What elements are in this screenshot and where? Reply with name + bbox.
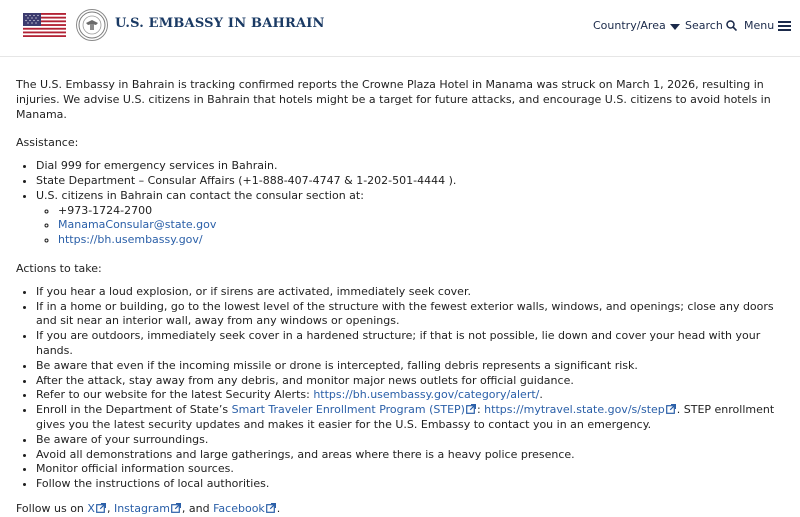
- hamburger-menu-icon: [778, 19, 791, 32]
- consular-email-item: [58, 218, 786, 233]
- us-flag-icon: [23, 13, 66, 37]
- step-url-link[interactable]: https://mytravel.state.gov/s/step: [484, 403, 665, 417]
- instagram-link[interactable]: Instagram: [113, 501, 170, 515]
- external-link-icon: [465, 403, 477, 416]
- actions-heading: Actions to take:: [16, 261, 102, 275]
- list-item: • If in a home or building, go to the lowest level of the structure with the fewest exterior walls, windows, and openings; close any doors and sit near an interior wall, away from any windows or openings.: [36, 300, 786, 330]
- embassy-seal-icon[interactable]: [76, 9, 108, 41]
- step-prefix: Enroll in the Department of State’s: [36, 403, 232, 417]
- actions-list: [16, 285, 786, 492]
- search-button[interactable]: [685, 19, 737, 32]
- step-suffix: . STEP enrollment gives you the latest security updates and makes it easier for the U.S. Embassy to contact you in an emergency.: [36, 403, 775, 431]
- external-link-icon: [665, 403, 677, 416]
- list-item: • If you are outdoors, immediately seek cover in a hardened structure; if that is not possible, lie down and cover your head with your hands.: [36, 329, 786, 359]
- list-item: [36, 403, 786, 433]
- list-item: • Follow the instructions of local authorities.: [36, 477, 786, 492]
- list-item-text: U.S. citizens in Bahrain can contact the consular section at:: [36, 188, 364, 202]
- embassy-website-link[interactable]: https://bh.usembassy.gov/: [58, 233, 203, 247]
- country-area-dropdown[interactable]: [593, 19, 681, 32]
- search-icon: [726, 19, 737, 32]
- security-alerts-link[interactable]: https://bh.usembassy.gov/category/alert/: [313, 388, 540, 402]
- search-label: Search: [685, 19, 723, 32]
- follow-comma: ,: [106, 501, 114, 515]
- assistance-list: [16, 159, 786, 248]
- x-link[interactable]: X: [87, 501, 95, 515]
- follow-and: , and: [181, 501, 214, 515]
- follow-end: .: [276, 501, 281, 515]
- step-colon: :: [476, 403, 485, 417]
- menu-button[interactable]: [744, 19, 791, 32]
- consular-email-link[interactable]: ManamaConsular@state.gov: [58, 218, 217, 232]
- list-item: • Avoid all demonstrations and large gatherings, and areas where there is a heavy police presence.: [36, 448, 786, 463]
- list-item: [36, 388, 786, 403]
- list-item: • If you hear a loud explosion, or if sirens are activated, immediately seek cover.: [36, 285, 786, 300]
- site-title[interactable]: U.S. EMBASSY IN BAHRAIN: [115, 16, 325, 31]
- consular-phone: ◦ +973-1724-2700: [58, 204, 786, 219]
- facebook-link[interactable]: Facebook: [213, 501, 265, 515]
- list-item: • Monitor official information sources.: [36, 462, 786, 477]
- embassy-website-item: [58, 233, 786, 248]
- alert-content: [16, 78, 786, 517]
- country-area-label: Country/Area: [593, 19, 666, 32]
- step-program-link[interactable]: Smart Traveler Enrollment Program (STEP): [231, 403, 465, 417]
- list-item: • Be aware of your surroundings.: [36, 433, 786, 448]
- follow-prefix: Follow us on: [16, 501, 88, 515]
- alerts-prefix: Refer to our website for the latest Security Alerts:: [36, 388, 314, 402]
- list-item: [36, 189, 786, 248]
- social-follow: [16, 502, 786, 517]
- list-item: • Dial 999 for emergency services in Bahrain.: [36, 159, 786, 174]
- list-item: • After the attack, stay away from any debris, and monitor major news outlets for official guidance.: [36, 374, 786, 389]
- assistance-heading: Assistance:: [16, 136, 79, 150]
- alerts-suffix: .: [539, 388, 543, 402]
- site-header: [0, 0, 800, 57]
- menu-label: Menu: [744, 19, 775, 32]
- caret-down-icon: [669, 19, 681, 32]
- list-item: • Be aware that even if the incoming missile or drone is intercepted, falling debris represents a significant risk.: [36, 359, 786, 374]
- intro-paragraph: The U.S. Embassy in Bahrain is tracking confirmed reports the Crowne Plaza Hotel in Manama was struck on March 1, 2026, resulting in injuries. We advise U.S. citizens in Bahrain that hotels might be a target for future attacks, and encourage U.S. citizens to avoid hotels in Manama.: [16, 78, 771, 121]
- list-item: • State Department – Consular Affairs (+1-888-407-4747 & 1-202-501-4444 ).: [36, 174, 786, 189]
- consular-contact-list: [36, 204, 786, 248]
